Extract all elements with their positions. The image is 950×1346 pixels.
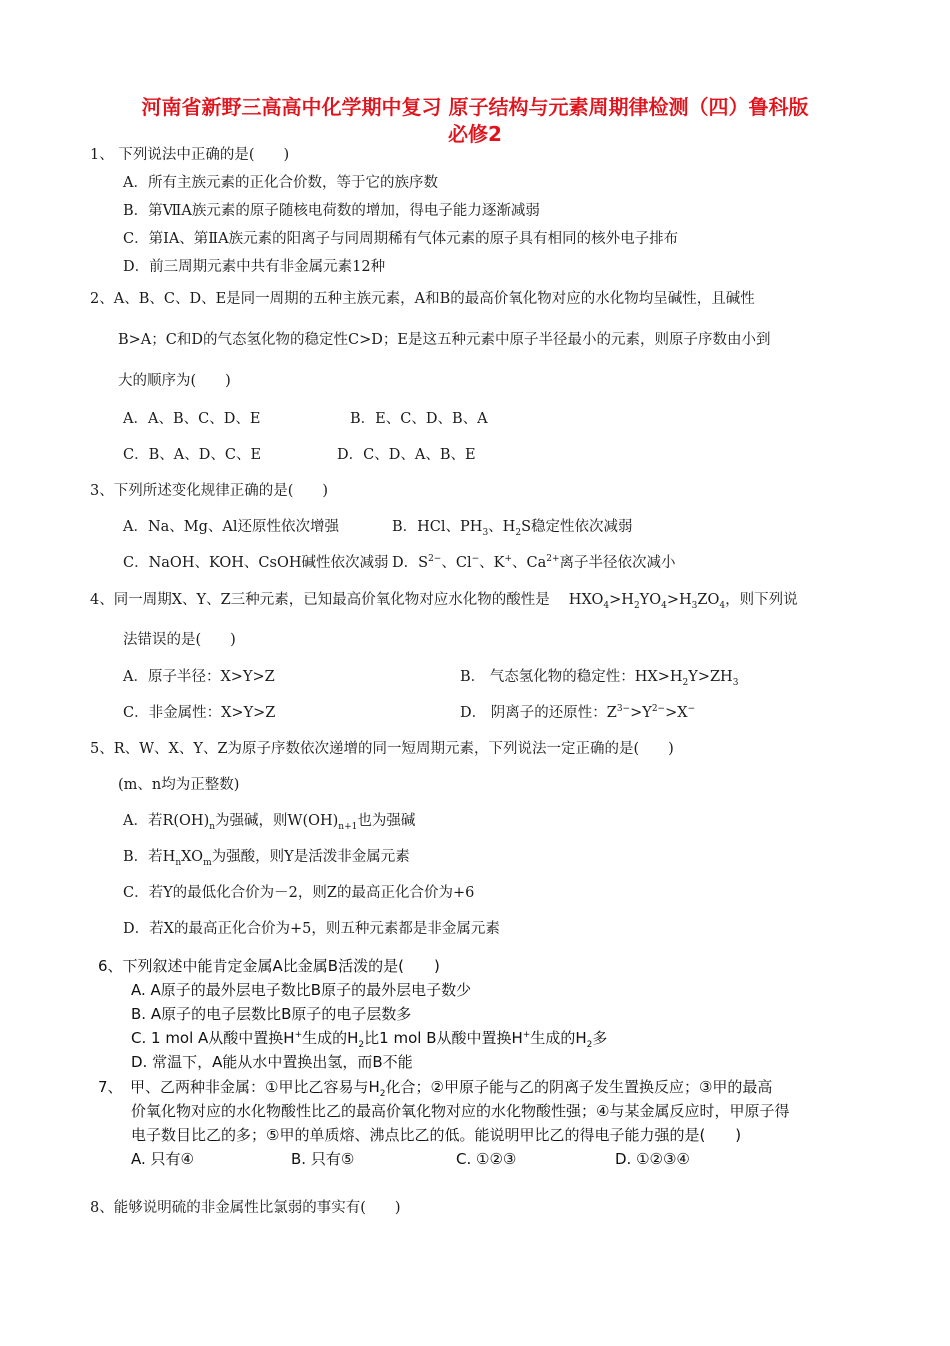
- q3-option-b: B．HCl、$PH_3$、$H_2S$稳定性依次减弱: [392, 519, 633, 538]
- q5-note: (m、n均为正整数): [118, 777, 240, 793]
- q2-option-a: A．A、B、C、D、E: [123, 411, 261, 427]
- q4-stem-line1: 4、同一周期X、Y、Z三种元素，已知最高价氧化物对应水化物的酸性是 $HXO_4>H_2YO_4>H_3ZO_4$，则下列说: [90, 592, 798, 611]
- q6-stem: 6、下列叙述中能肯定金属A比金属B活泼的是( ): [98, 957, 440, 975]
- q5-option-a: A．若$R(OH)_n$为强碱，则$W(OH)_{n+1}$也为强碱: [123, 813, 416, 832]
- q4-stem-line2: 法错误的是( ): [123, 632, 236, 648]
- q2-stem-line2: B>A；C和D的气态氢化物的稳定性C>D；E是这五种元素中原子半径最小的元素，则原子序数由小到: [118, 332, 771, 348]
- q7-option-b: B. 只有⑤: [291, 1150, 355, 1168]
- q3-option-a: A．Na、Mg、Al还原性依次增强: [123, 519, 340, 535]
- q6-option-c: C. 1 mol A从酸中置换H+生成的$H_2$比1 mol B从酸中置换H+生成的$H_2$多: [131, 1029, 608, 1050]
- q5-option-b: B．若$H_nXO_m$为强酸，则Y是活泼非金属元素: [123, 849, 410, 868]
- q1-option-c: C．第ⅠA、第ⅡA族元素的阳离子与同周期稀有气体元素的原子具有相同的核外电子排布: [123, 231, 679, 247]
- q4-option-a: A．原子半径：X>Y>Z: [123, 669, 275, 685]
- q3-option-c: C．NaOH、KOH、CsOH碱性依次减弱: [123, 555, 389, 571]
- q4-option-d: D． 阴离子的还原性：$Z^{3-}>Y^{2-}>X^-$: [460, 704, 696, 721]
- q5-stem: 5、R、W、X、Y、Z为原子序数依次递增的同一短周期元素，下列说法一定正确的是( ): [90, 741, 674, 757]
- q2-option-d: D．C、D、A、B、E: [337, 447, 476, 463]
- q7-stem-line2: 价氧化物对应的水化物酸性比乙的最高价氧化物对应的水化物酸性强；④与某金属反应时，甲原子得: [131, 1102, 790, 1120]
- q1-option-d: D．前三周期元素中共有非金属元素12种: [123, 259, 386, 275]
- q1-option-b: B．第ⅦA族元素的原子随核电荷数的增加，得电子能力逐渐减弱: [123, 203, 540, 219]
- q5-option-d: D．若X的最高正化合价为+5，则五种元素都是非金属元素: [123, 921, 500, 937]
- q7-option-c: C. ①②③: [456, 1150, 517, 1168]
- page-title: 河南省新野三高高中化学期中复习 原子结构与元素周期律检测（四）鲁科版: [141, 95, 809, 119]
- q4-option-b: B． 气态氢化物的稳定性：$HX>H_2Y>ZH_3$: [460, 669, 739, 688]
- q3-stem: 3、下列所述变化规律正确的是( ): [90, 483, 329, 499]
- q1-option-a: A．所有主族元素的正化合价数，等于它的族序数: [123, 175, 438, 191]
- q1-stem: 1、 下列说法中正确的是( ): [90, 147, 290, 163]
- q3-option-d: D．$S^{2-}$、Cl−、K+、$Ca^{2+}$离子半径依次减小: [392, 554, 676, 571]
- page-subtitle: 必修2: [448, 122, 502, 146]
- q7-option-a: A. 只有④: [131, 1150, 194, 1168]
- q7-stem-line3: 电子数目比乙的多；⑤甲的单质熔、沸点比乙的低。能说明甲比乙的得电子能力强的是( ): [131, 1126, 742, 1144]
- q7-stem-line1: 7、 甲、乙两种非金属：①甲比乙容易与$H_2$化合；②甲原子能与乙的阴离子发生置换反应；③甲的最高: [98, 1078, 773, 1099]
- q8-stem: 8、能够说明硫的非金属性比氯弱的事实有( ): [90, 1200, 401, 1216]
- q5-option-c: C．若Y的最低化合价为－2，则Z的最高正化合价为+6: [123, 885, 475, 901]
- q2-stem-line3: 大的顺序为( ): [118, 373, 231, 389]
- q2-option-c: C．B、A、D、C、E: [123, 447, 262, 463]
- q2-stem-line1: 2、A、B、C、D、E是同一周期的五种主族元素，A和B的最高价氧化物对应的水化物均呈碱性，且碱性: [90, 291, 755, 307]
- q2-option-b: B．E、C、D、B、A: [350, 411, 488, 427]
- q6-option-b: B. A原子的电子层数比B原子的电子层数多: [131, 1005, 412, 1023]
- q6-option-a: A. A原子的最外层电子数比B原子的最外层电子数少: [131, 981, 472, 999]
- q7-option-d: D. ①②③④: [615, 1150, 690, 1168]
- q6-option-d: D. 常温下，A能从水中置换出氢，而B不能: [131, 1053, 413, 1071]
- q4-option-c: C．非金属性：X>Y>Z: [123, 705, 276, 721]
